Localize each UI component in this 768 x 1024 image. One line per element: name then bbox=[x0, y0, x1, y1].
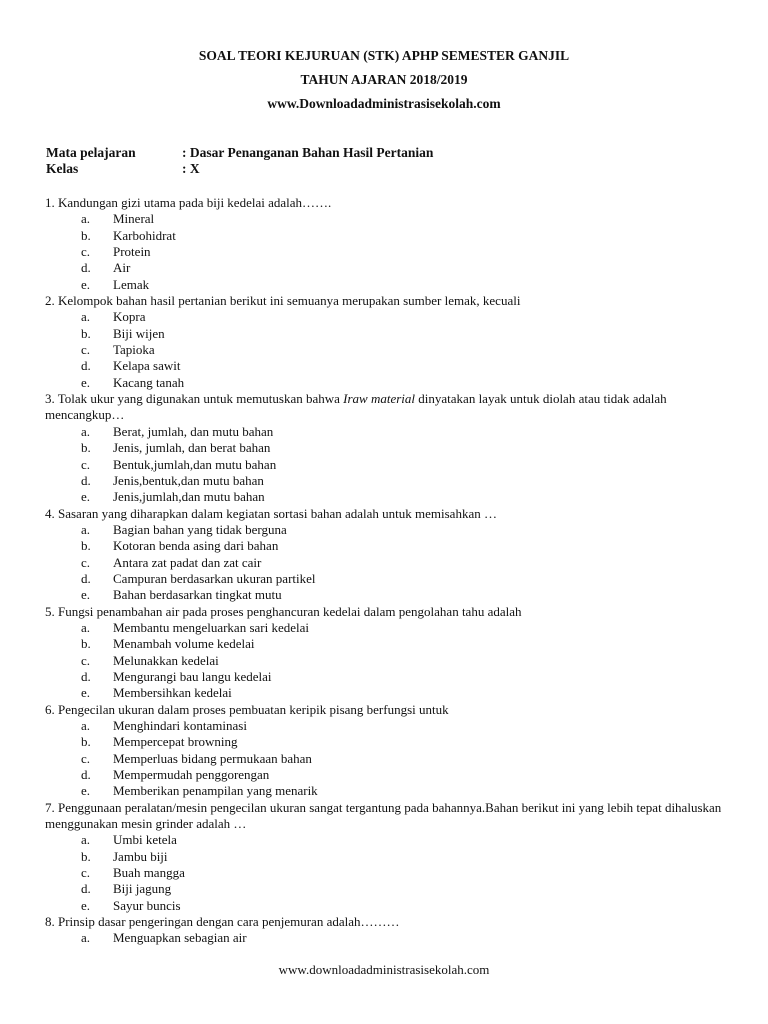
answer-option bbox=[45, 489, 725, 505]
subject-value: : Dasar Penanganan Bahan Hasil Pertanian bbox=[182, 145, 434, 160]
answer-option bbox=[45, 326, 725, 342]
answer-option bbox=[45, 424, 725, 440]
answer-option bbox=[45, 832, 725, 848]
answer-option bbox=[45, 767, 725, 783]
option-text: Buah mangga bbox=[113, 865, 185, 881]
answer-option bbox=[45, 783, 725, 799]
option-text: Jenis,bentuk,dan mutu bahan bbox=[113, 472, 264, 488]
answer-option bbox=[45, 587, 725, 603]
class-value: : X bbox=[182, 161, 200, 176]
answer-option bbox=[45, 718, 725, 734]
option-letter: d. bbox=[81, 881, 91, 897]
option-letter: d. bbox=[81, 260, 91, 276]
answer-option bbox=[45, 260, 725, 276]
answer-option bbox=[45, 555, 725, 571]
option-text: Biji wijen bbox=[113, 325, 165, 341]
option-letter: d. bbox=[81, 358, 91, 374]
option-text: Kacang tanah bbox=[113, 374, 185, 390]
class-row bbox=[46, 161, 200, 177]
option-letter: a. bbox=[81, 718, 91, 733]
option-letter: c. bbox=[81, 652, 91, 668]
answer-option bbox=[45, 244, 725, 260]
option-text: Antara zat padat dan zat cair bbox=[113, 554, 262, 570]
question-text: 4. Sasaran yang diharapkan dalam kegiatan sortasi bahan adalah untuk memisahkan … bbox=[45, 505, 497, 521]
answer-option bbox=[45, 751, 725, 767]
option-text: Bagian bahan yang tidak berguna bbox=[113, 521, 287, 537]
answer-option bbox=[45, 522, 725, 538]
answer-option bbox=[45, 309, 725, 325]
option-text: Kotoran benda asing dari bahan bbox=[113, 538, 279, 554]
option-letter: b. bbox=[81, 440, 91, 456]
option-text: Memperluas bidang permukaan bahan bbox=[113, 750, 312, 766]
option-letter: a. bbox=[81, 521, 91, 537]
answer-option bbox=[45, 473, 725, 489]
answer-option bbox=[45, 849, 725, 865]
class-label: Kelas bbox=[46, 161, 79, 176]
option-text: Membersihkan kedelai bbox=[113, 685, 232, 701]
option-letter: a. bbox=[81, 832, 91, 848]
answer-option bbox=[45, 277, 725, 293]
option-text: Jenis, jumlah, dan berat bahan bbox=[113, 440, 271, 456]
option-text: Lemak bbox=[113, 276, 150, 292]
option-letter: e. bbox=[81, 685, 91, 701]
option-letter: c. bbox=[81, 554, 91, 570]
option-letter: c. bbox=[81, 865, 91, 881]
option-text: Umbi ketela bbox=[113, 832, 177, 848]
question-text bbox=[45, 391, 725, 424]
answer-option bbox=[45, 440, 725, 456]
option-text: Mineral bbox=[113, 211, 155, 227]
option-text: Jenis,jumlah,dan mutu bahan bbox=[113, 489, 265, 505]
option-text: Bentuk,jumlah,dan mutu bahan bbox=[113, 456, 277, 472]
option-letter: d. bbox=[81, 570, 91, 586]
option-letter: c. bbox=[81, 342, 91, 358]
option-letter: a. bbox=[81, 211, 91, 227]
subject-row bbox=[46, 145, 433, 161]
option-letter: c. bbox=[81, 456, 91, 472]
option-text: Jambu biji bbox=[113, 848, 168, 864]
option-text: Bahan berdasarkan tingkat mutu bbox=[113, 587, 282, 603]
option-text: Berat, jumlah, dan mutu bahan bbox=[113, 423, 274, 439]
answer-option bbox=[45, 375, 725, 391]
option-letter: e. bbox=[81, 374, 91, 390]
answer-option bbox=[45, 358, 725, 374]
answer-option bbox=[45, 653, 725, 669]
option-letter: d. bbox=[81, 472, 91, 488]
option-text: Air bbox=[113, 260, 131, 276]
option-text: Biji jagung bbox=[113, 881, 172, 897]
option-letter: a. bbox=[81, 423, 91, 439]
question-text: 6. Pengecilan ukuran dalam proses pembuatan keripik pisang berfungsi untuk bbox=[45, 701, 449, 717]
answer-option bbox=[45, 865, 725, 881]
question-term: Iraw material bbox=[343, 391, 416, 407]
option-text: Membantu mengeluarkan sari kedelai bbox=[113, 619, 310, 635]
answer-option bbox=[45, 342, 725, 358]
answer-option bbox=[45, 620, 725, 636]
option-letter: b. bbox=[81, 734, 91, 750]
option-text: Kelapa sawit bbox=[113, 358, 181, 374]
option-letter: b. bbox=[81, 227, 91, 243]
question-list bbox=[45, 195, 725, 947]
question-text: 2. Kelompok bahan hasil pertanian berikut ini semuanya merupakan sumber lemak, kecuali bbox=[45, 293, 521, 309]
answer-option bbox=[45, 669, 725, 685]
option-letter: e. bbox=[81, 783, 91, 799]
answer-option bbox=[45, 538, 725, 554]
answer-option bbox=[45, 211, 725, 227]
option-letter: a. bbox=[81, 619, 91, 635]
option-text: Mempercepat browning bbox=[113, 734, 238, 750]
option-text: Menguapkan sebagian air bbox=[113, 930, 247, 946]
option-letter: b. bbox=[81, 538, 91, 554]
academic-year: TAHUN AJARAN 2018/2019 bbox=[300, 72, 468, 87]
answer-option bbox=[45, 898, 725, 914]
option-text: Mengurangi bau langu kedelai bbox=[113, 668, 272, 684]
answer-option bbox=[45, 734, 725, 750]
option-letter: b. bbox=[81, 325, 91, 341]
answer-option bbox=[45, 930, 725, 946]
option-text: Menambah volume kedelai bbox=[113, 636, 255, 652]
option-letter: a. bbox=[81, 930, 91, 946]
footer-website: www.downloadadministrasisekolah.com bbox=[278, 962, 490, 977]
option-text: Karbohidrat bbox=[113, 227, 176, 243]
subject-label: Mata pelajaran bbox=[46, 145, 136, 160]
option-letter: e. bbox=[81, 276, 91, 292]
option-letter: e. bbox=[81, 489, 91, 505]
option-text: Campuran berdasarkan ukuran partikel bbox=[113, 570, 316, 586]
question-text-part: 3. Tolak ukur yang digunakan untuk memutuskan bahwa bbox=[45, 391, 344, 407]
question-text: 7. Penggunaan peralatan/mesin pengecilan ukuran sangat tergantung pada bahannya.Bahan berikut ini yang lebih tepat dihaluskan menggunakan mesin grinder adalah … bbox=[45, 799, 722, 832]
option-text: Protein bbox=[113, 244, 151, 260]
header-website: www.Downloadadministrasisekolah.com bbox=[267, 96, 501, 111]
answer-option bbox=[45, 571, 725, 587]
option-letter: e. bbox=[81, 897, 91, 913]
answer-option bbox=[45, 636, 725, 652]
option-text: Sayur buncis bbox=[113, 897, 181, 913]
option-letter: a. bbox=[81, 309, 91, 325]
option-text: Menghindari kontaminasi bbox=[113, 718, 247, 733]
question-text-part: dinyatakan layak untuk diolah atau tidak adalah mencangkup… bbox=[45, 391, 667, 423]
option-text: Mempermudah penggorengan bbox=[113, 767, 270, 783]
answer-option bbox=[45, 685, 725, 701]
option-text: Melunakkan kedelai bbox=[113, 652, 219, 668]
option-letter: b. bbox=[81, 848, 91, 864]
answer-option bbox=[45, 881, 725, 897]
option-text: Tapioka bbox=[113, 342, 155, 358]
option-letter: c. bbox=[81, 750, 91, 766]
option-letter: d. bbox=[81, 767, 91, 783]
answer-option bbox=[45, 457, 725, 473]
option-letter: e. bbox=[81, 587, 91, 603]
document-title: SOAL TEORI KEJURUAN (STK) APHP SEMESTER GANJIL bbox=[198, 48, 570, 63]
option-text: Kopra bbox=[113, 309, 146, 325]
option-letter: c. bbox=[81, 244, 91, 260]
answer-option bbox=[45, 228, 725, 244]
option-letter: d. bbox=[81, 668, 91, 684]
question-text: 5. Fungsi penambahan air pada proses penghancuran kedelai dalam pengolahan tahu adalah bbox=[45, 603, 522, 619]
question-text: 8. Prinsip dasar pengeringan dengan cara penjemuran adalah……… bbox=[45, 914, 400, 930]
option-letter: b. bbox=[81, 636, 91, 652]
question-text: 1. Kandungan gizi utama pada biji kedelai adalah……. bbox=[45, 195, 332, 210]
option-text: Memberikan penampilan yang menarik bbox=[113, 783, 318, 799]
